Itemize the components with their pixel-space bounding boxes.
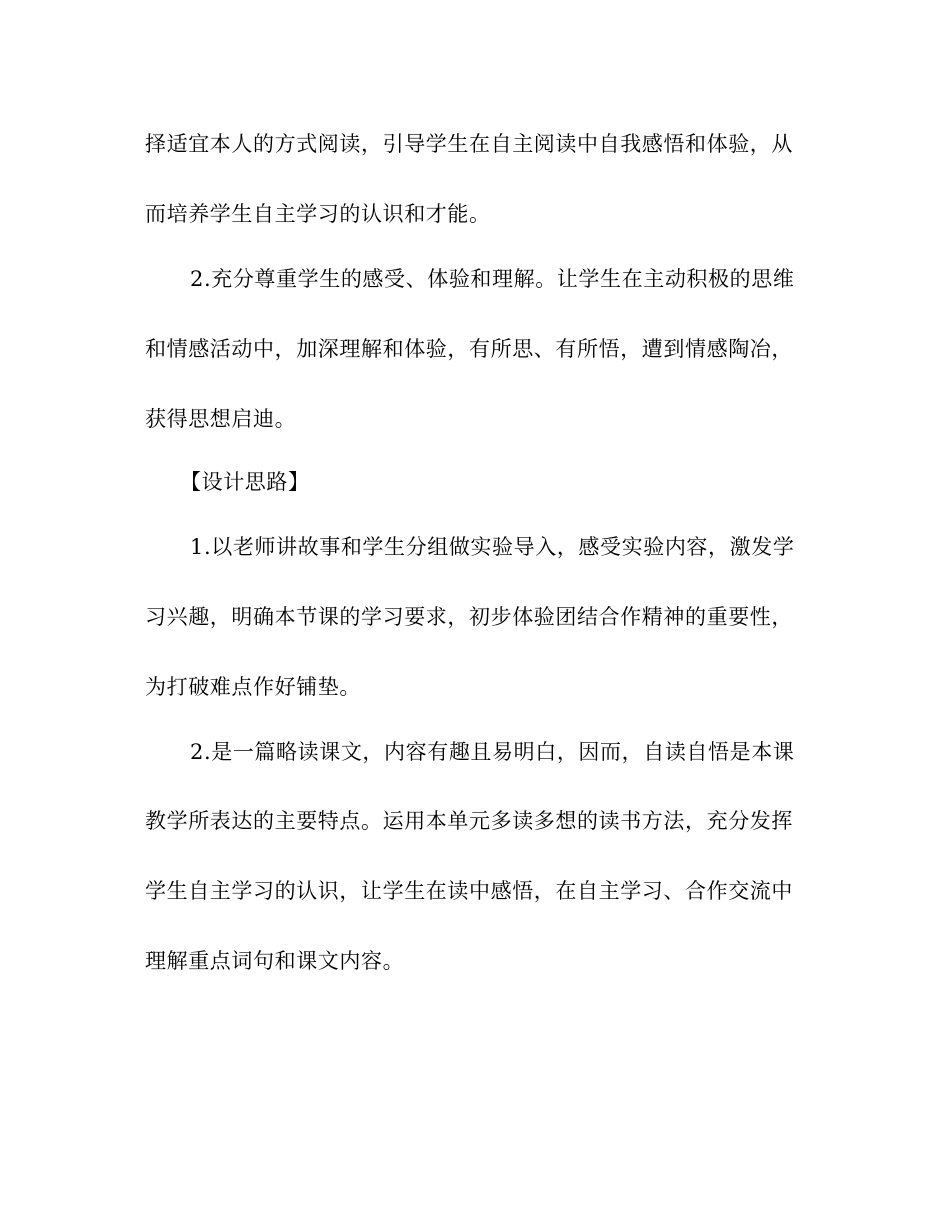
paragraph-line: 而培养学生自主学习的认识和才能。 (145, 202, 491, 226)
paragraph-line: 1.以老师讲故事和学生分组做实验导入，感受实验内容，激发学 (190, 535, 795, 559)
paragraph-line: 教学所表达的主要特点。运用本单元多读多想的读书方法，充分发挥 (145, 809, 793, 833)
paragraph-line: 为打破难点作好铺垫。 (145, 675, 361, 699)
section-heading: 【设计思路】 (180, 470, 310, 494)
paragraph-line: 和情感活动中，加深理解和体验，有所思、有所悟，遭到情感陶冶， (145, 337, 793, 361)
paragraph-line: 学生自主学习的认识，让学生在读中感悟，在自主学习、合作交流中 (145, 879, 793, 903)
paragraph-line: 习兴趣，明确本节课的学习要求，初步体验团结合作精神的重要性， (145, 605, 793, 629)
paragraph-line: 2.是一篇略读课文，内容有趣且易明白，因而，自读自悟是本课 (190, 740, 795, 764)
paragraph-line: 择适宜本人的方式阅读，引导学生在自主阅读中自我感悟和体验，从 (145, 132, 793, 156)
paragraph-line: 理解重点词句和课文内容。 (145, 949, 405, 973)
paragraph-line: 获得思想启迪。 (145, 407, 297, 431)
paragraph-line: 2.充分尊重学生的感受、体验和理解。让学生在主动积极的思维 (190, 267, 795, 291)
